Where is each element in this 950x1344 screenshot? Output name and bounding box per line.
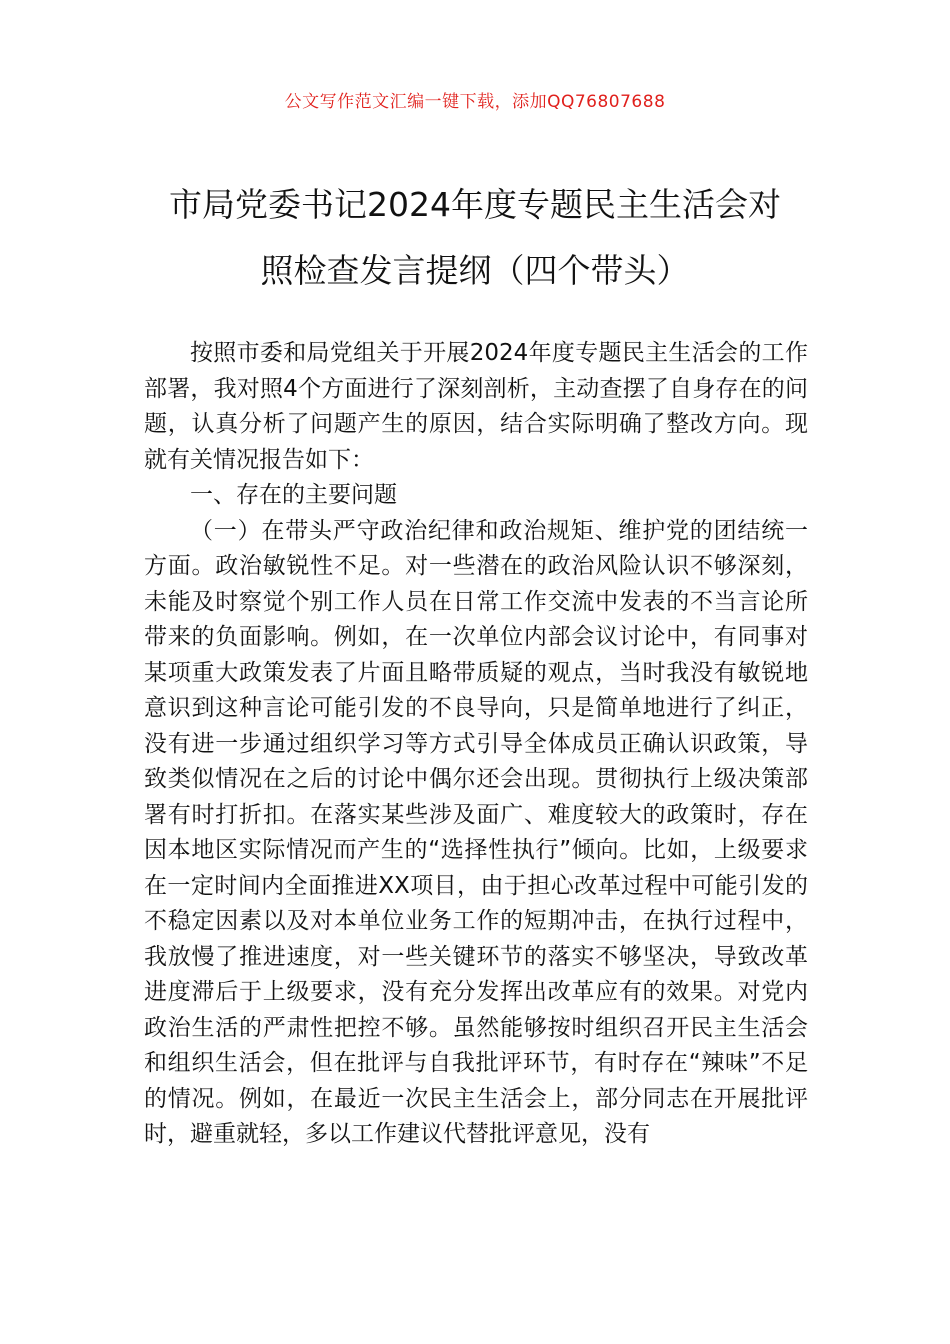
intro-paragraph: 按照市委和局党组关于开展2024年度专题民主生活会的工作部署，我对照4个方面进行了深刻剖析，主动查摆了自身存在的问题，认真分析了问题产生的原因，结合实际明确了整改方向。现就有关情况报告如下：	[144, 340, 808, 473]
title-line-1: 市局党委书记2024年度专题民主生活会对	[169, 185, 781, 224]
section-heading: 一、存在的主要问题	[190, 482, 397, 508]
title-line-2: 照检查发言提纲（四个带头）	[260, 251, 690, 290]
section-paragraph: （一）在带头严守政治纪律和政治规矩、维护党的团结统一方面。政治敏锐性不足。对一些潜在的政治风险认识不够深刻，未能及时察觉个别工作人员在日常工作交流中发表的不当言论所带来的负面影响。例如，在一次单位内部会议讨论中，有同事对某项重大政策发表了片面且略带质疑的观点，当时我没有敏锐地意识到这种言论可能引发的不良导向，只是简单地进行了纠正，没有进一步通过组织学习等方式引导全体成员正确认识政策，导致类似情况在之后的讨论中偶尔还会出现。贯彻执行上级决策部署有时打折扣。在落实某些涉及面广、难度较大的政策时，存在因本地区实际情况而产生的“选择性执行”倾向。比如，上级要求在一定时间内全面推进XX项目，由于担心改革过程中可能引发的不稳定因素以及对本单位业务工作的短期冲击，在执行过程中，我放慢了推进速度，对一些关键环节的落实不够坚决，导致改革进度滞后于上级要求，没有充分发挥出改革应有的效果。对党内政治生活的严肃性把控不够。虽然能够按时组织召开民主生活会和组织生活会，但在批评与自我批评环节，有时存在“辣味”不足的情况。例如，在最近一次民主生活会上，部分同志在开展批评时，避重就轻，多以工作建议代替批评意见，没有	[144, 517, 808, 1147]
document-title	[110, 172, 840, 304]
download-banner: 公文写作范文汇编一键下载，添加QQ76807688	[284, 92, 666, 112]
document-body	[144, 336, 808, 1153]
